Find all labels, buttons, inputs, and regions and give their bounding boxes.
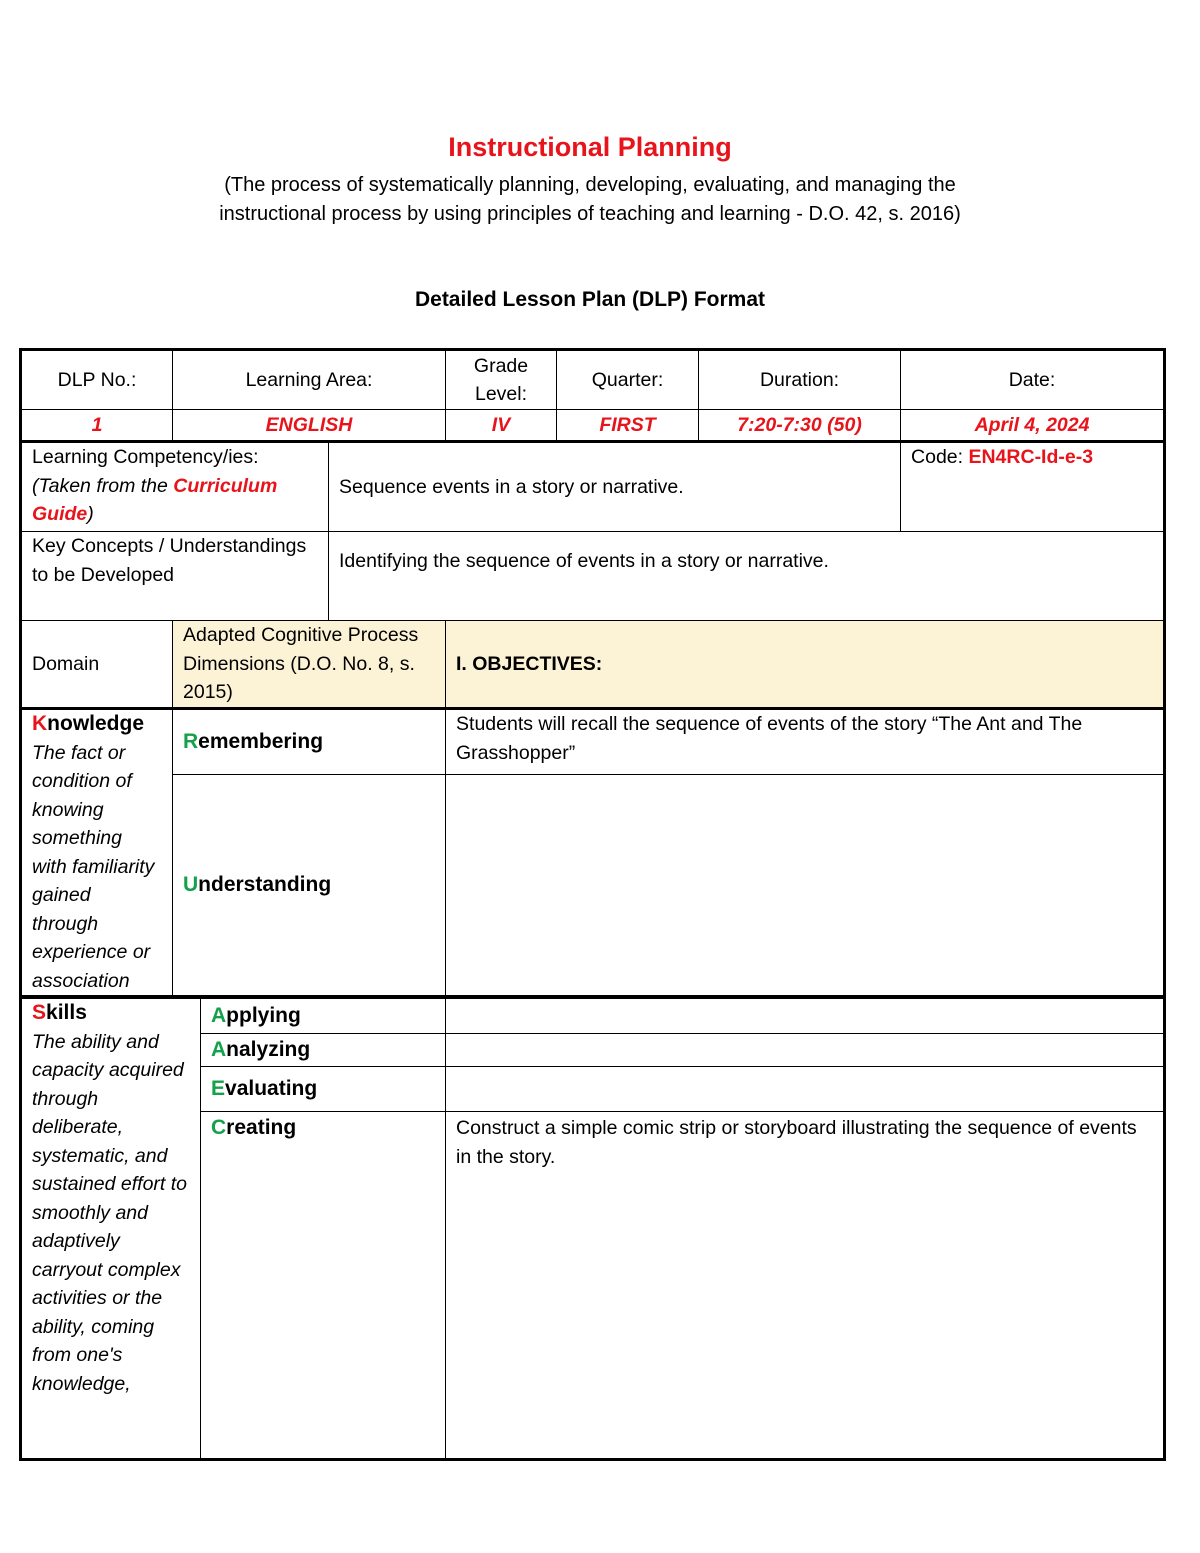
competency-row: [21, 442, 1165, 532]
applying-row: [21, 998, 1165, 1034]
format-title: Detailed Lesson Plan (DLP) Format: [414, 288, 766, 311]
info-header-row: [21, 350, 1165, 410]
knowledge-label: Knowledge: [32, 712, 145, 735]
evaluating-label: Evaluating: [201, 1067, 446, 1112]
objectives-header: I. OBJECTIVES:: [446, 621, 1165, 709]
evaluating-objective: [446, 1067, 1165, 1112]
remembering-objective: Students will recall the sequence of events of the story “The Ant and The Grasshopper”: [446, 709, 1165, 775]
code-value: EN4RC-Id-e-3: [968, 446, 1094, 468]
dlp-table-skills: [19, 996, 1166, 1461]
understanding-label: Understanding: [173, 774, 446, 996]
grade-level-label: Grade Level:: [446, 350, 557, 410]
grade-level-value: IV: [446, 410, 557, 442]
info-value-row: [21, 410, 1165, 442]
creating-objective: Construct a simple comic strip or storyboard illustrating the sequence of events in the story.: [446, 1112, 1165, 1460]
learning-area-label: Learning Area:: [173, 350, 446, 410]
competency-code-cell: [901, 442, 1165, 532]
key-concepts-text: Identifying the sequence of events in a story or narrative.: [329, 532, 1165, 621]
domain-header-row: [21, 621, 1165, 709]
dlp-no-label: DLP No.:: [21, 350, 173, 410]
quarter-value: FIRST: [557, 410, 699, 442]
analyzing-label: Analyzing: [201, 1034, 446, 1067]
key-concepts-label: Key Concepts / Understandings to be Developed: [21, 532, 329, 621]
domain-header: Domain: [21, 621, 173, 709]
skills-description: The ability and capacity acquired through deliberate, systematic, and sustained effort to smoothly and adaptively carryout complex activities or the ability, coming from one's knowledge,: [32, 1030, 188, 1395]
understanding-objective: [446, 774, 1165, 996]
date-label: Date:: [901, 350, 1165, 410]
remembering-label: Remembering: [173, 709, 446, 775]
quarter-label: Quarter:: [557, 350, 699, 410]
page-description: (The process of systematically planning, developing, evaluating, and managing the instructional process by using principles of teaching and learning - D.O. 42, s. 2016): [219, 174, 961, 225]
understanding-row: [21, 774, 1165, 996]
knowledge-description: The fact or condition of knowing something with familiarity gained through experience or association: [32, 741, 155, 992]
duration-value: 7:20-7:30 (50): [699, 410, 901, 442]
applying-label: Applying: [201, 998, 446, 1034]
skills-label: Skills: [32, 1001, 87, 1024]
applying-objective: [446, 998, 1165, 1034]
curriculum-guide-text: Curriculum Guide: [32, 474, 278, 525]
key-concepts-row: [21, 532, 1165, 621]
competency-text: Sequence events in a story or narrative.: [329, 442, 901, 532]
duration-label: Duration:: [699, 350, 901, 410]
dlp-table-top: [19, 348, 1166, 998]
competency-label-cell: [21, 442, 329, 532]
creating-label: Creating: [201, 1112, 446, 1460]
analyzing-objective: [446, 1034, 1165, 1067]
date-value: April 4, 2024: [901, 410, 1165, 442]
code-label: Code:: [911, 446, 969, 468]
dimensions-header: Adapted Cognitive Process Dimensions (D.O. No. 8, s. 2015): [173, 621, 446, 709]
dlp-no-value: 1: [21, 410, 173, 442]
skills-domain-cell: [21, 998, 201, 1460]
remembering-row: [21, 709, 1165, 775]
knowledge-domain-cell: [21, 709, 173, 997]
competency-label: Learning Competency/ies:: [32, 446, 259, 468]
page-title: Instructional Planning: [448, 132, 732, 162]
competency-note: (Taken from the Curriculum Guide): [32, 474, 278, 525]
learning-area-value: ENGLISH: [173, 410, 446, 442]
